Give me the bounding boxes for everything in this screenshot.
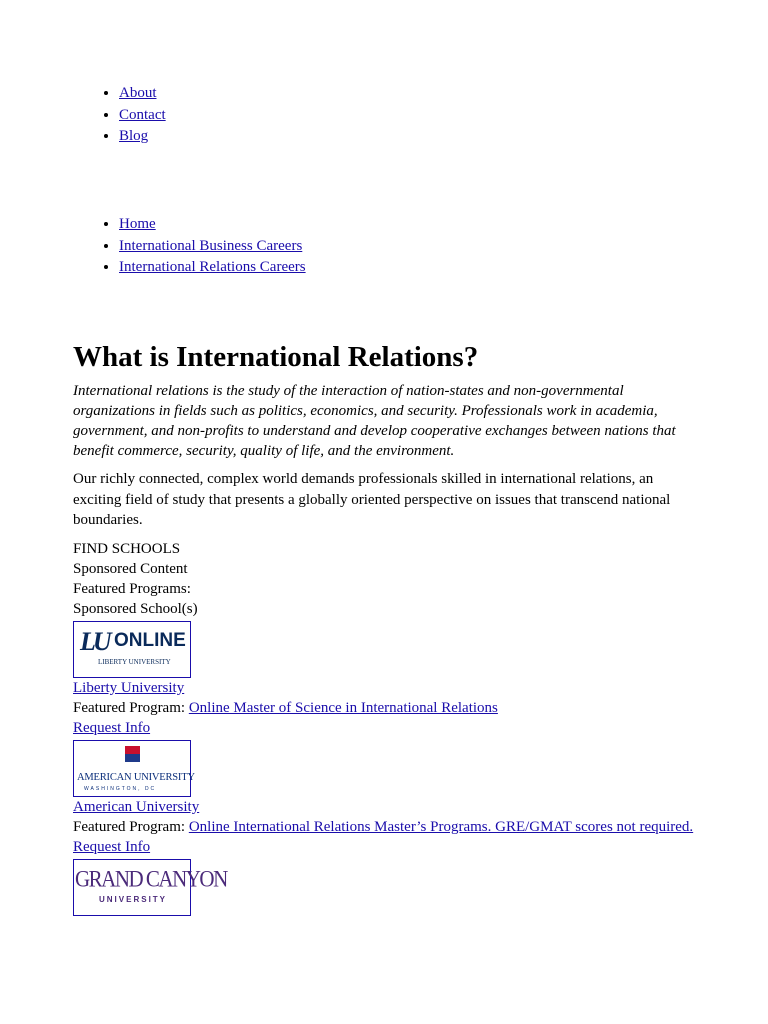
main-nav-item-home (119, 214, 306, 236)
grand-canyon-logo-link[interactable] (73, 859, 227, 916)
american-request-info-link[interactable]: Request Info (73, 838, 151, 855)
main-content (73, 340, 698, 916)
sponsored-schools-label: Sponsored School(s) (73, 600, 198, 617)
international-business-careers-link[interactable]: International Business Careers (119, 237, 303, 254)
intro-paragraph: International relations is the study of the interaction of nation-states and non-governmental organizations in fields such as politics, economics, and security. Professionals work in academia, government, and non-profits to understand and develop cooperative exchanges between nations that benefit commerce, security, quality of life, and the environment. (73, 383, 676, 459)
liberty-logo-link[interactable] (73, 621, 194, 678)
american-program-link[interactable]: Online International Relations Master’s Programs. GRE/GMAT scores not required. (188, 818, 694, 835)
american-featured-program (73, 817, 698, 837)
top-nav-item-contact (119, 105, 166, 127)
main-nav (0, 214, 306, 279)
main-nav-item-relations (119, 257, 306, 279)
about-link[interactable]: About (119, 85, 157, 101)
grand-canyon-university-logo (73, 859, 227, 916)
blog-link[interactable]: Blog (119, 128, 149, 145)
find-schools-heading: FIND SCHOOLS (73, 540, 181, 557)
liberty-request-info-link[interactable]: Request Info (73, 719, 151, 736)
american-university-link[interactable]: American University (73, 798, 200, 815)
body-paragraph: Our richly connected, complex world demands professionals skilled in international relations, an exciting field of study that presents a globally oriented perspective on issues that transcend national boundaries. (73, 471, 671, 529)
home-link[interactable]: Home (119, 216, 156, 232)
lu-logo-mark: LU (80, 626, 109, 656)
featured-programs-label: Featured Programs: (73, 580, 191, 597)
american-university-logo (73, 740, 195, 797)
au-shield-icon (125, 746, 140, 762)
liberty-university-link[interactable]: Liberty University (73, 679, 185, 696)
liberty-university-logo (73, 621, 191, 678)
lu-logo-subtitle: LIBERTY UNIVERSITY (98, 657, 171, 666)
gcu-logo-wordmark: GRAND CANYON (75, 865, 227, 892)
featured-program-label: Featured Program: (73, 699, 186, 716)
au-logo-subtitle: WASHINGTON, DC (84, 785, 157, 792)
top-nav-item-blog (119, 126, 166, 148)
gcu-logo-subtitle: UNIVERSITY (99, 894, 168, 904)
page-title: What is International Relations? (73, 341, 479, 373)
top-nav (0, 83, 166, 148)
liberty-featured-program (73, 698, 698, 718)
au-logo-wordmark: AMERICAN UNIVERSITY (77, 771, 195, 783)
american-logo-link[interactable] (73, 740, 194, 797)
top-nav-item-about (119, 83, 166, 105)
international-relations-careers-link[interactable]: International Relations Careers (119, 259, 306, 276)
contact-link[interactable]: Contact (119, 106, 166, 123)
featured-program-label: Featured Program: (73, 818, 186, 835)
liberty-program-link[interactable]: Online Master of Science in International Relations (188, 699, 498, 716)
main-nav-item-business (119, 236, 306, 258)
sponsored-content-label: Sponsored Content (73, 560, 188, 577)
lu-logo-wordmark: ONLINE (114, 629, 186, 651)
